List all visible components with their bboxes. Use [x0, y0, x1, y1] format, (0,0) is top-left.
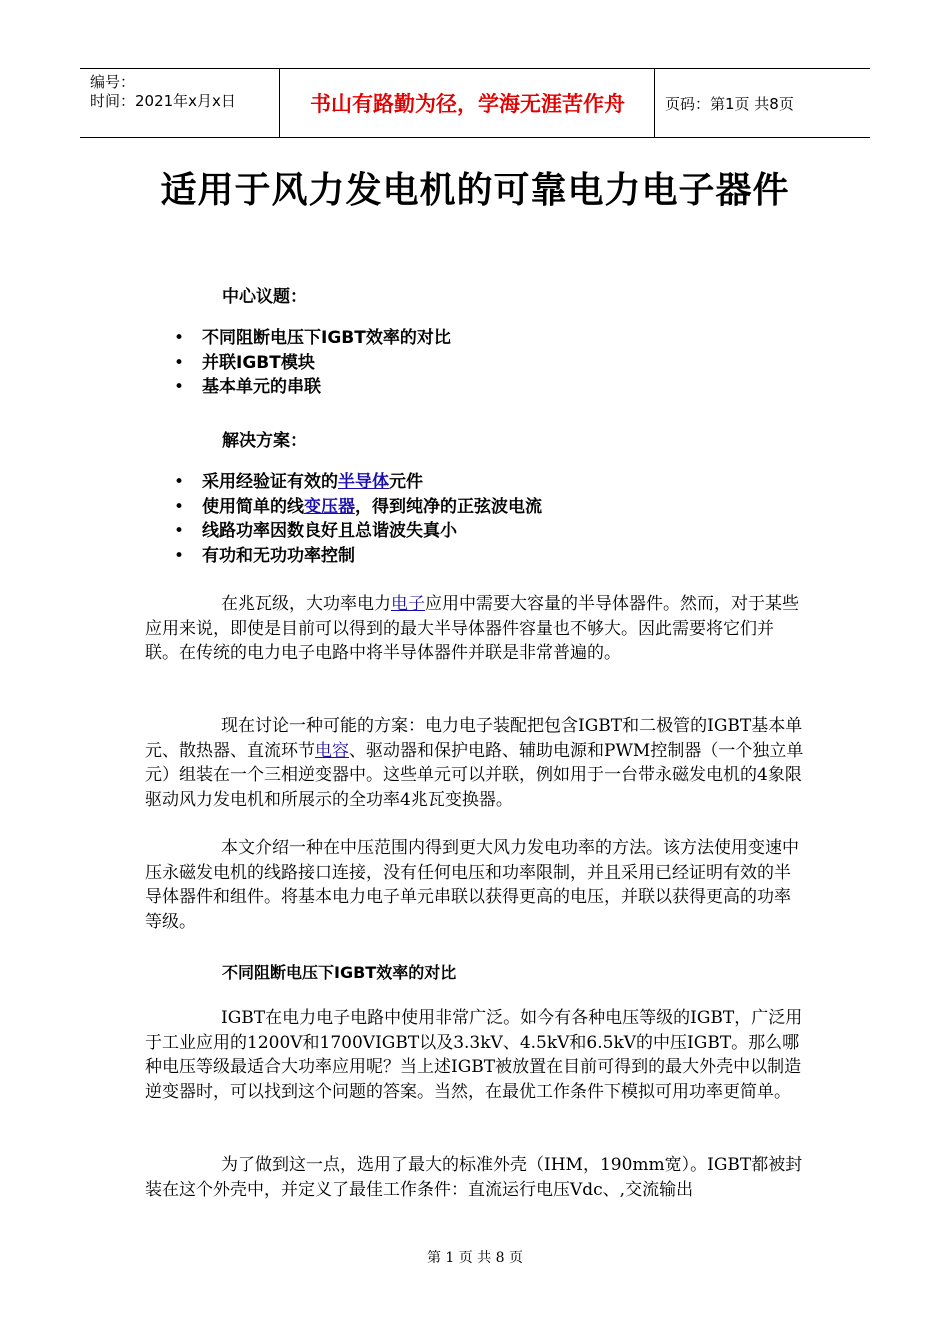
list-item-text: 使用简单的线	[202, 496, 304, 517]
section-heading: 不同阻断电压下IGBT效率的对比	[222, 963, 457, 982]
list-item-text: ，得到纯净的正弦波电流	[355, 496, 542, 517]
paragraph-text: 、驱动器和保护电路、辅助电源和PWM控制器（一个独立单元）组装在一个三相逆变器中。这些单元可以并联，例如用于一台带永磁发电机的4象限驱动风力发电机和所展示的全功率4兆瓦变换器。	[145, 740, 804, 810]
list-item	[174, 495, 542, 520]
paragraph-text: 现在讨论一种可能的方案：电力电子装配把包含IGBT和二极管的IGBT基本单元、散热器、直流环节	[145, 716, 803, 761]
document-date: 时间：2021年x月x日	[90, 92, 236, 110]
capacitor-link[interactable]: 电容	[315, 740, 349, 761]
semiconductor-link[interactable]: 半导体	[338, 472, 389, 492]
page-header	[80, 68, 870, 138]
paragraph-text: IGBT在电力电子电路中使用非常广泛。如今有各种电压等级的IGBT，广泛用于工业应用的1200V和1700VIGBT以及3.3kV、4.5kV和6.5kV的中压IGBT。那么哪种电压等级最适合大功率应用呢？当上述IGBT被放置在目前可得到的最大外壳中以制造逆变器时，可以找到这个问题的答案。当然，在最优工作条件下模拟可用功率更简单。	[145, 1008, 803, 1102]
solutions-list	[174, 470, 542, 569]
list-item-text: 元件	[389, 472, 423, 492]
paragraph-2	[145, 714, 807, 812]
list-item: • 不同阻断电压下IGBT效率的对比	[174, 326, 451, 351]
header-meta	[80, 69, 280, 137]
paragraph-text: 本文介绍一种在中压范围内得到更大风力发电功率的方法。该方法使用变速中压永磁发电机的线路接口连接，没有任何电压和功率限制，并且采用已经证明有效的半导体器件和组件。将基本电力电子单元串联以获得更高的电压，并联以获得更高的功率等级。	[145, 838, 799, 932]
header-page-info: 页码：第1页 共8页	[665, 94, 794, 113]
paragraph-text: 为了做到这一点，选用了最大的标准外壳（IHM，190mm宽）。IGBT都被封装在这个外壳中，并定义了最佳工作条件：直流运行电压Vdc、,交流输出	[145, 1155, 803, 1200]
document-number: 编号：	[90, 73, 136, 91]
header-motto: 书山有路勤为径，学海无涯苦作舟	[281, 69, 655, 137]
page-footer: 第 1 页 共 8 页	[426, 1250, 524, 1266]
paragraph-text: 应用中需要大容量的半导体器件。然而，对于某些应用来说，即使是目前可以得到的最大半导体器件容量也不够大。因此需要将它们并联。在传统的电力电子电路中将半导体器件并联是非常普遍的。	[145, 594, 799, 663]
paragraph-text: 在兆瓦级，大功率电力	[221, 594, 391, 614]
list-item	[174, 470, 542, 495]
transformer-link[interactable]: 变压器	[304, 496, 355, 517]
topics-heading: 中心议题：	[222, 287, 307, 307]
list-item: • 基本单元的串联	[174, 375, 451, 400]
topics-list	[174, 326, 451, 400]
paragraph-4	[145, 1006, 807, 1104]
paragraph-3	[145, 836, 807, 934]
paragraph-1	[145, 592, 807, 666]
list-item: • 线路功率因数良好且总谐波失真小	[174, 519, 542, 544]
list-item: • 有功和无功功率控制	[174, 544, 542, 569]
paragraph-5	[145, 1153, 807, 1202]
list-item-text: 采用经验证有效的	[202, 472, 338, 492]
solutions-heading: 解决方案：	[222, 431, 307, 451]
document-title: 适用于风力发电机的可靠电力电子器件	[160, 170, 790, 211]
list-item: • 并联IGBT模块	[174, 351, 451, 376]
electronics-link[interactable]: 电子	[391, 594, 425, 614]
